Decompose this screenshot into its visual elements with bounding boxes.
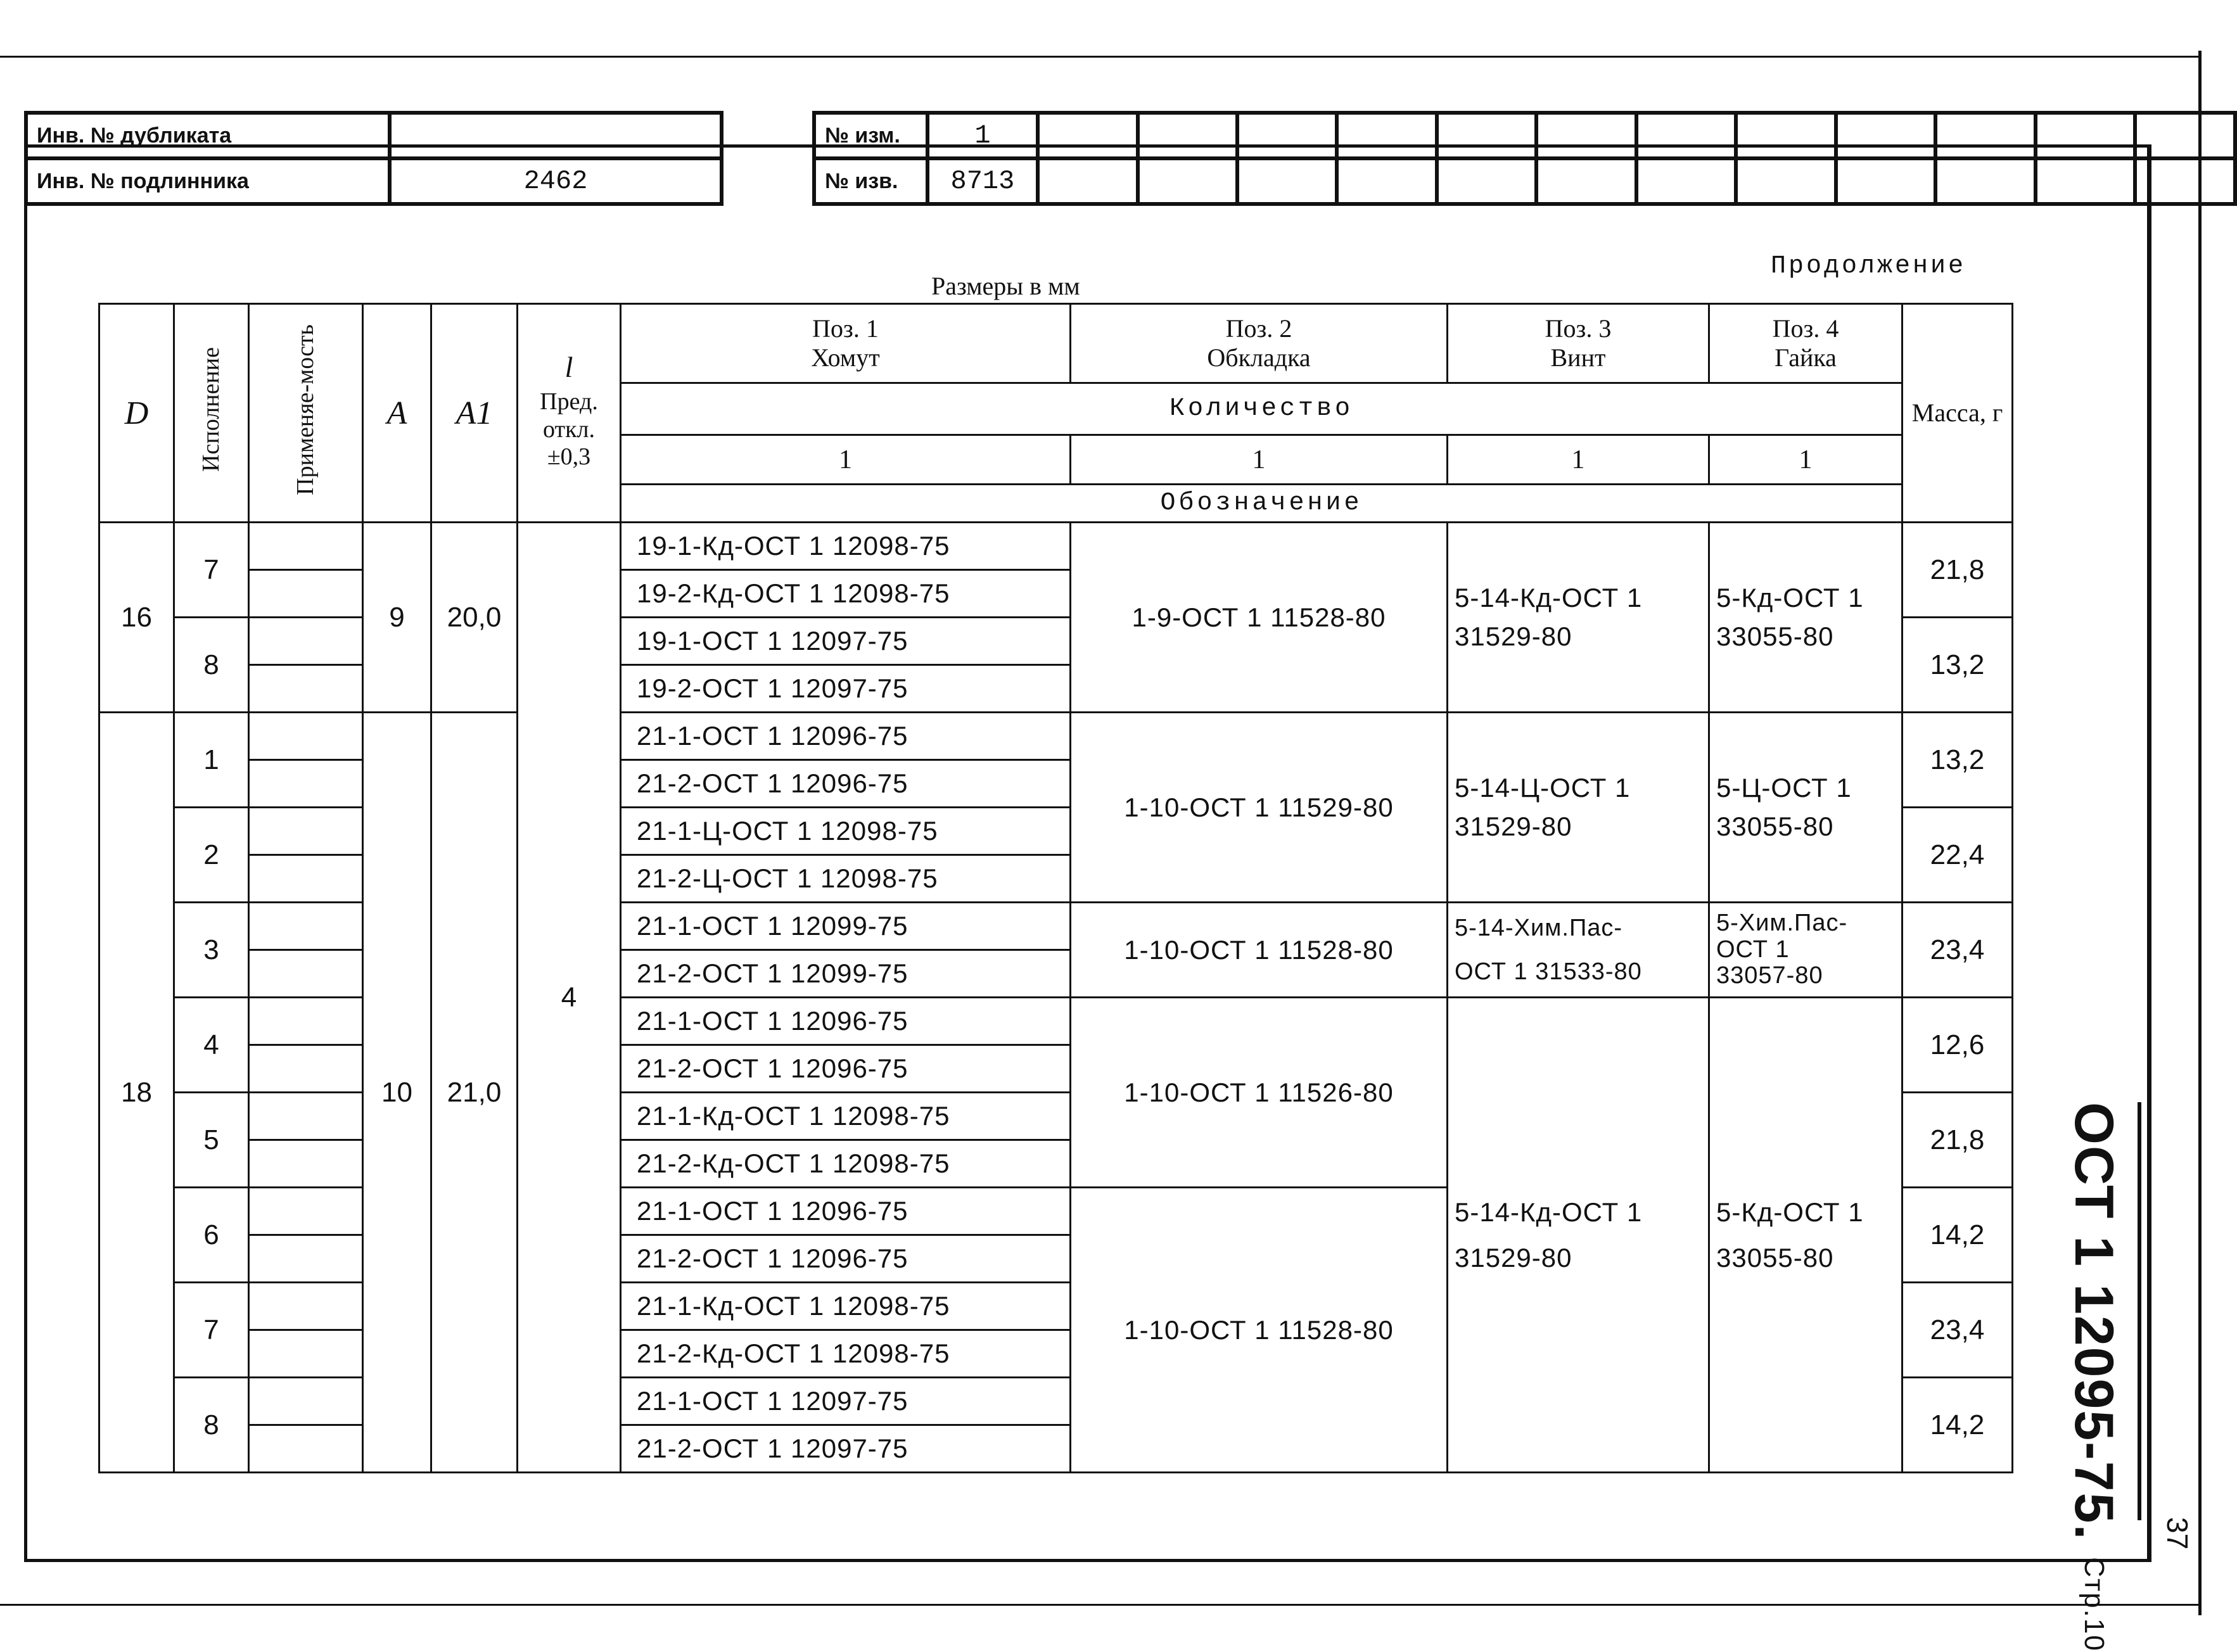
pos1-designation: 21-1-ОСТ 1 12099-75: [621, 903, 1071, 950]
a1-value: 20,0: [431, 523, 518, 713]
header-l-symbol: l: [564, 351, 573, 384]
pos1-designation: 21-2-ОСТ 1 12096-75: [621, 760, 1071, 808]
header-pos4-num: Поз. 4: [1772, 314, 1839, 343]
applicability-cell: [249, 570, 363, 618]
pos1-designation: 21-2-Кд-ОСТ 1 12098-75: [621, 1330, 1071, 1378]
change-cell: [1337, 113, 1436, 158]
header-pos1: [621, 304, 1071, 383]
notice-cell: [1237, 158, 1337, 204]
pos3-designation: [1448, 713, 1709, 903]
header-pos3-num: Поз. 3: [1545, 314, 1612, 343]
pos1-designation: 21-2-Ц-ОСТ 1 12098-75: [621, 855, 1071, 903]
d-value: 18: [99, 713, 174, 1473]
pos4-line: 5-Ц-ОСТ 1: [1716, 772, 1852, 803]
pos1-designation: 21-1-Ц-ОСТ 1 12098-75: [621, 808, 1071, 855]
header-qty-1: 1: [621, 435, 1071, 485]
notice-cell: [1935, 158, 2035, 204]
header-applicability: [249, 304, 363, 523]
applicability-cell: [249, 1425, 363, 1473]
change-cell: [1038, 113, 1137, 158]
applicability-cell: [249, 1093, 363, 1140]
notice-cell: [1138, 158, 1237, 204]
notice-cell: [1836, 158, 1935, 204]
mass-value: 13,2: [1902, 713, 2013, 808]
duplicate-value: [390, 113, 722, 158]
pos4-line: 5-Кд-ОСТ 1: [1716, 1197, 1864, 1228]
change-cell: [1736, 113, 1835, 158]
pos4-designation: [1709, 998, 1902, 1473]
pos3-line: 31529-80: [1455, 811, 1572, 841]
change-cell: [1935, 113, 2035, 158]
applicability-cell: [249, 903, 363, 950]
pos2-designation: 1-10-ОСТ 1 11528-80: [1071, 1188, 1448, 1473]
duplicate-label: Инв. № дубликата: [26, 113, 390, 158]
applicability-cell: [249, 808, 363, 855]
mass-value: 14,2: [1902, 1378, 2013, 1473]
pos1-designation: 19-1-ОСТ 1 12097-75: [621, 618, 1071, 665]
execution-value: 7: [174, 1283, 249, 1378]
pos2-designation: 1-10-ОСТ 1 11526-80: [1071, 998, 1448, 1188]
inventory-stamp: [24, 111, 723, 206]
top-border-line: [0, 56, 2198, 58]
header-mass: [1902, 304, 2013, 523]
pos3-designation: [1448, 998, 1709, 1473]
change-cell: [1836, 113, 1935, 158]
pos3-line: 5-14-Кд-ОСТ 1: [1455, 582, 1643, 613]
header-qty-2: 1: [1071, 435, 1448, 485]
notice-cell: [2036, 158, 2135, 204]
notice-value: 8713: [927, 158, 1038, 204]
pos1-designation: 21-2-Кд-ОСТ 1 12098-75: [621, 1140, 1071, 1188]
pos4-line: 33055-80: [1716, 1242, 1834, 1273]
mass-value: 21,8: [1902, 1093, 2013, 1188]
header-pos1-name: Хомут: [811, 343, 880, 372]
change-cell: [1536, 113, 1636, 158]
right-border-line: [2198, 51, 2202, 1615]
notice-cell: [2135, 158, 2235, 204]
header-d: D: [99, 304, 174, 523]
header-qty-3: 1: [1448, 435, 1709, 485]
header-applicability-text: Применяе-мость: [291, 324, 319, 495]
pos1-designation: 21-2-ОСТ 1 12099-75: [621, 950, 1071, 998]
header-pos2: [1071, 304, 1448, 383]
sheet-number: 37: [2161, 1517, 2194, 1550]
pos1-designation: 21-2-ОСТ 1 12097-75: [621, 1425, 1071, 1473]
change-cell: [2036, 113, 2135, 158]
pos2-designation: 1-9-ОСТ 1 11528-80: [1071, 523, 1448, 713]
original-value: 2462: [390, 158, 722, 204]
applicability-cell: [249, 1330, 363, 1378]
pos3-designation: [1448, 903, 1709, 998]
pos1-designation: 19-1-Кд-ОСТ 1 12098-75: [621, 523, 1071, 570]
standard-designation: [2062, 1102, 2132, 1652]
header-qty-4: 1: [1709, 435, 1902, 485]
applicability-cell: [249, 665, 363, 713]
applicability-cell: [249, 1140, 363, 1188]
pos3-line: 31529-80: [1455, 1242, 1572, 1273]
applicability-cell: [249, 855, 363, 903]
header-pos2-num: Поз. 2: [1225, 314, 1292, 343]
d-value: 16: [99, 523, 174, 713]
execution-value: 4: [174, 998, 249, 1093]
pos1-designation: 21-1-Кд-ОСТ 1 12098-75: [621, 1093, 1071, 1140]
pos2-designation: 1-10-ОСТ 1 11528-80: [1071, 903, 1448, 998]
pos3-line: ОСТ 1 31533-80: [1455, 958, 1642, 985]
pos1-designation: 19-2-Кд-ОСТ 1 12098-75: [621, 570, 1071, 618]
change-stamp: [812, 111, 2237, 206]
pos4-designation: [1709, 903, 1902, 998]
applicability-cell: [249, 1235, 363, 1283]
mass-value: 13,2: [1902, 618, 2013, 713]
pos1-designation: 21-1-ОСТ 1 12097-75: [621, 1378, 1071, 1425]
change-cell: [2135, 113, 2235, 158]
header-pos1-num: Поз. 1: [812, 314, 879, 343]
execution-value: 2: [174, 808, 249, 903]
pos4-line: ОСТ 1: [1716, 936, 1790, 963]
standard-text-wrap: [2062, 1102, 2125, 1652]
applicability-cell: [249, 950, 363, 998]
pos3-line: 5-14-Хим.Пас-: [1455, 915, 1623, 942]
a1-value: 21,0: [431, 713, 518, 1473]
parts-table: [98, 303, 2013, 1473]
pos1-designation: 21-2-ОСТ 1 12096-75: [621, 1045, 1071, 1093]
mass-value: 14,2: [1902, 1188, 2013, 1283]
execution-value: 7: [174, 523, 249, 618]
applicability-cell: [249, 760, 363, 808]
pos4-line: 5-Кд-ОСТ 1: [1716, 582, 1864, 613]
change-cell: [1636, 113, 1736, 158]
pos3-line: 5-14-Ц-ОСТ 1: [1455, 772, 1631, 803]
execution-value: 3: [174, 903, 249, 998]
notice-cell: [1337, 158, 1436, 204]
execution-value: 1: [174, 713, 249, 808]
header-pos4-name: Гайка: [1775, 343, 1837, 372]
mass-value: 23,4: [1902, 1283, 2013, 1378]
header-pos4: [1709, 304, 1902, 383]
pos1-designation: 21-2-ОСТ 1 12096-75: [621, 1235, 1071, 1283]
notice-cell: [1736, 158, 1835, 204]
header-pos2-name: Обкладка: [1207, 343, 1311, 372]
page-label: Стр.10: [2079, 1557, 2110, 1652]
pos4-line: 5-Хим.Пас-: [1716, 909, 1848, 936]
applicability-cell: [249, 523, 363, 570]
pos1-designation: 21-1-ОСТ 1 12096-75: [621, 1188, 1071, 1235]
pos1-designation: 21-1-ОСТ 1 12096-75: [621, 713, 1071, 760]
notice-cell: [1038, 158, 1137, 204]
pos3-line: 5-14-Кд-ОСТ 1: [1455, 1197, 1643, 1228]
pos4-designation: [1709, 713, 1902, 903]
mass-value: 21,8: [1902, 523, 2013, 618]
pos4-line: 33055-80: [1716, 811, 1834, 841]
dimensions-caption: Размеры в мм: [931, 272, 1080, 300]
pos1-designation: 19-2-ОСТ 1 12097-75: [621, 665, 1071, 713]
mass-value: 22,4: [1902, 808, 2013, 903]
header-l-tolerance: Пред. откл. ±0,3: [540, 388, 598, 471]
change-cell: [1138, 113, 1237, 158]
bottom-border-line: [0, 1604, 2198, 1606]
notice-label: № изв.: [814, 158, 927, 204]
header-pos3-name: Винт: [1550, 343, 1606, 372]
pos4-line: 33055-80: [1716, 621, 1834, 651]
header-l: [518, 304, 621, 523]
header-a1: A1: [431, 304, 518, 523]
applicability-cell: [249, 1188, 363, 1235]
change-value: 1: [927, 113, 1038, 158]
original-label: Инв. № подлинника: [26, 158, 390, 204]
a-value: 9: [363, 523, 431, 713]
pos2-designation: 1-10-ОСТ 1 11529-80: [1071, 713, 1448, 903]
pos1-designation: 21-1-Кд-ОСТ 1 12098-75: [621, 1283, 1071, 1330]
execution-value: 6: [174, 1188, 249, 1283]
notice-cell: [1636, 158, 1736, 204]
header-execution: [174, 304, 249, 523]
change-cell: [1237, 113, 1337, 158]
execution-value: 5: [174, 1093, 249, 1188]
l-value: 4: [518, 523, 621, 1473]
mass-value: 12,6: [1902, 998, 2013, 1093]
standard-number: ОСТ 1 12095-75.: [2063, 1102, 2124, 1541]
applicability-cell: [249, 1378, 363, 1425]
applicability-cell: [249, 1045, 363, 1093]
a-value: 10: [363, 713, 431, 1473]
applicability-cell: [249, 1283, 363, 1330]
execution-value: 8: [174, 1378, 249, 1473]
header-pos3: [1448, 304, 1709, 383]
pos1-designation: 21-1-ОСТ 1 12096-75: [621, 998, 1071, 1045]
header-execution-text: Исполнение: [197, 347, 224, 472]
change-cell: [1437, 113, 1536, 158]
pos4-designation: [1709, 523, 1902, 713]
applicability-cell: [249, 618, 363, 665]
header-designation: Обозначение: [621, 485, 1902, 523]
header-mass-text: Масса, г: [1911, 398, 2003, 427]
notice-cell: [1536, 158, 1636, 204]
pos4-line: 33057-80: [1716, 962, 1823, 989]
execution-value: 8: [174, 618, 249, 713]
header-a: A: [363, 304, 431, 523]
header-quantity: Количество: [621, 383, 1902, 435]
mass-value: 23,4: [1902, 903, 2013, 998]
notice-cell: [1437, 158, 1536, 204]
applicability-cell: [249, 998, 363, 1045]
pos3-line: 31529-80: [1455, 621, 1572, 651]
continuation-label: Продолжение: [1771, 252, 1966, 281]
pos3-designation: [1448, 523, 1709, 713]
change-label: № изм.: [814, 113, 927, 158]
standard-underline: [2138, 1102, 2141, 1520]
applicability-cell: [249, 713, 363, 760]
